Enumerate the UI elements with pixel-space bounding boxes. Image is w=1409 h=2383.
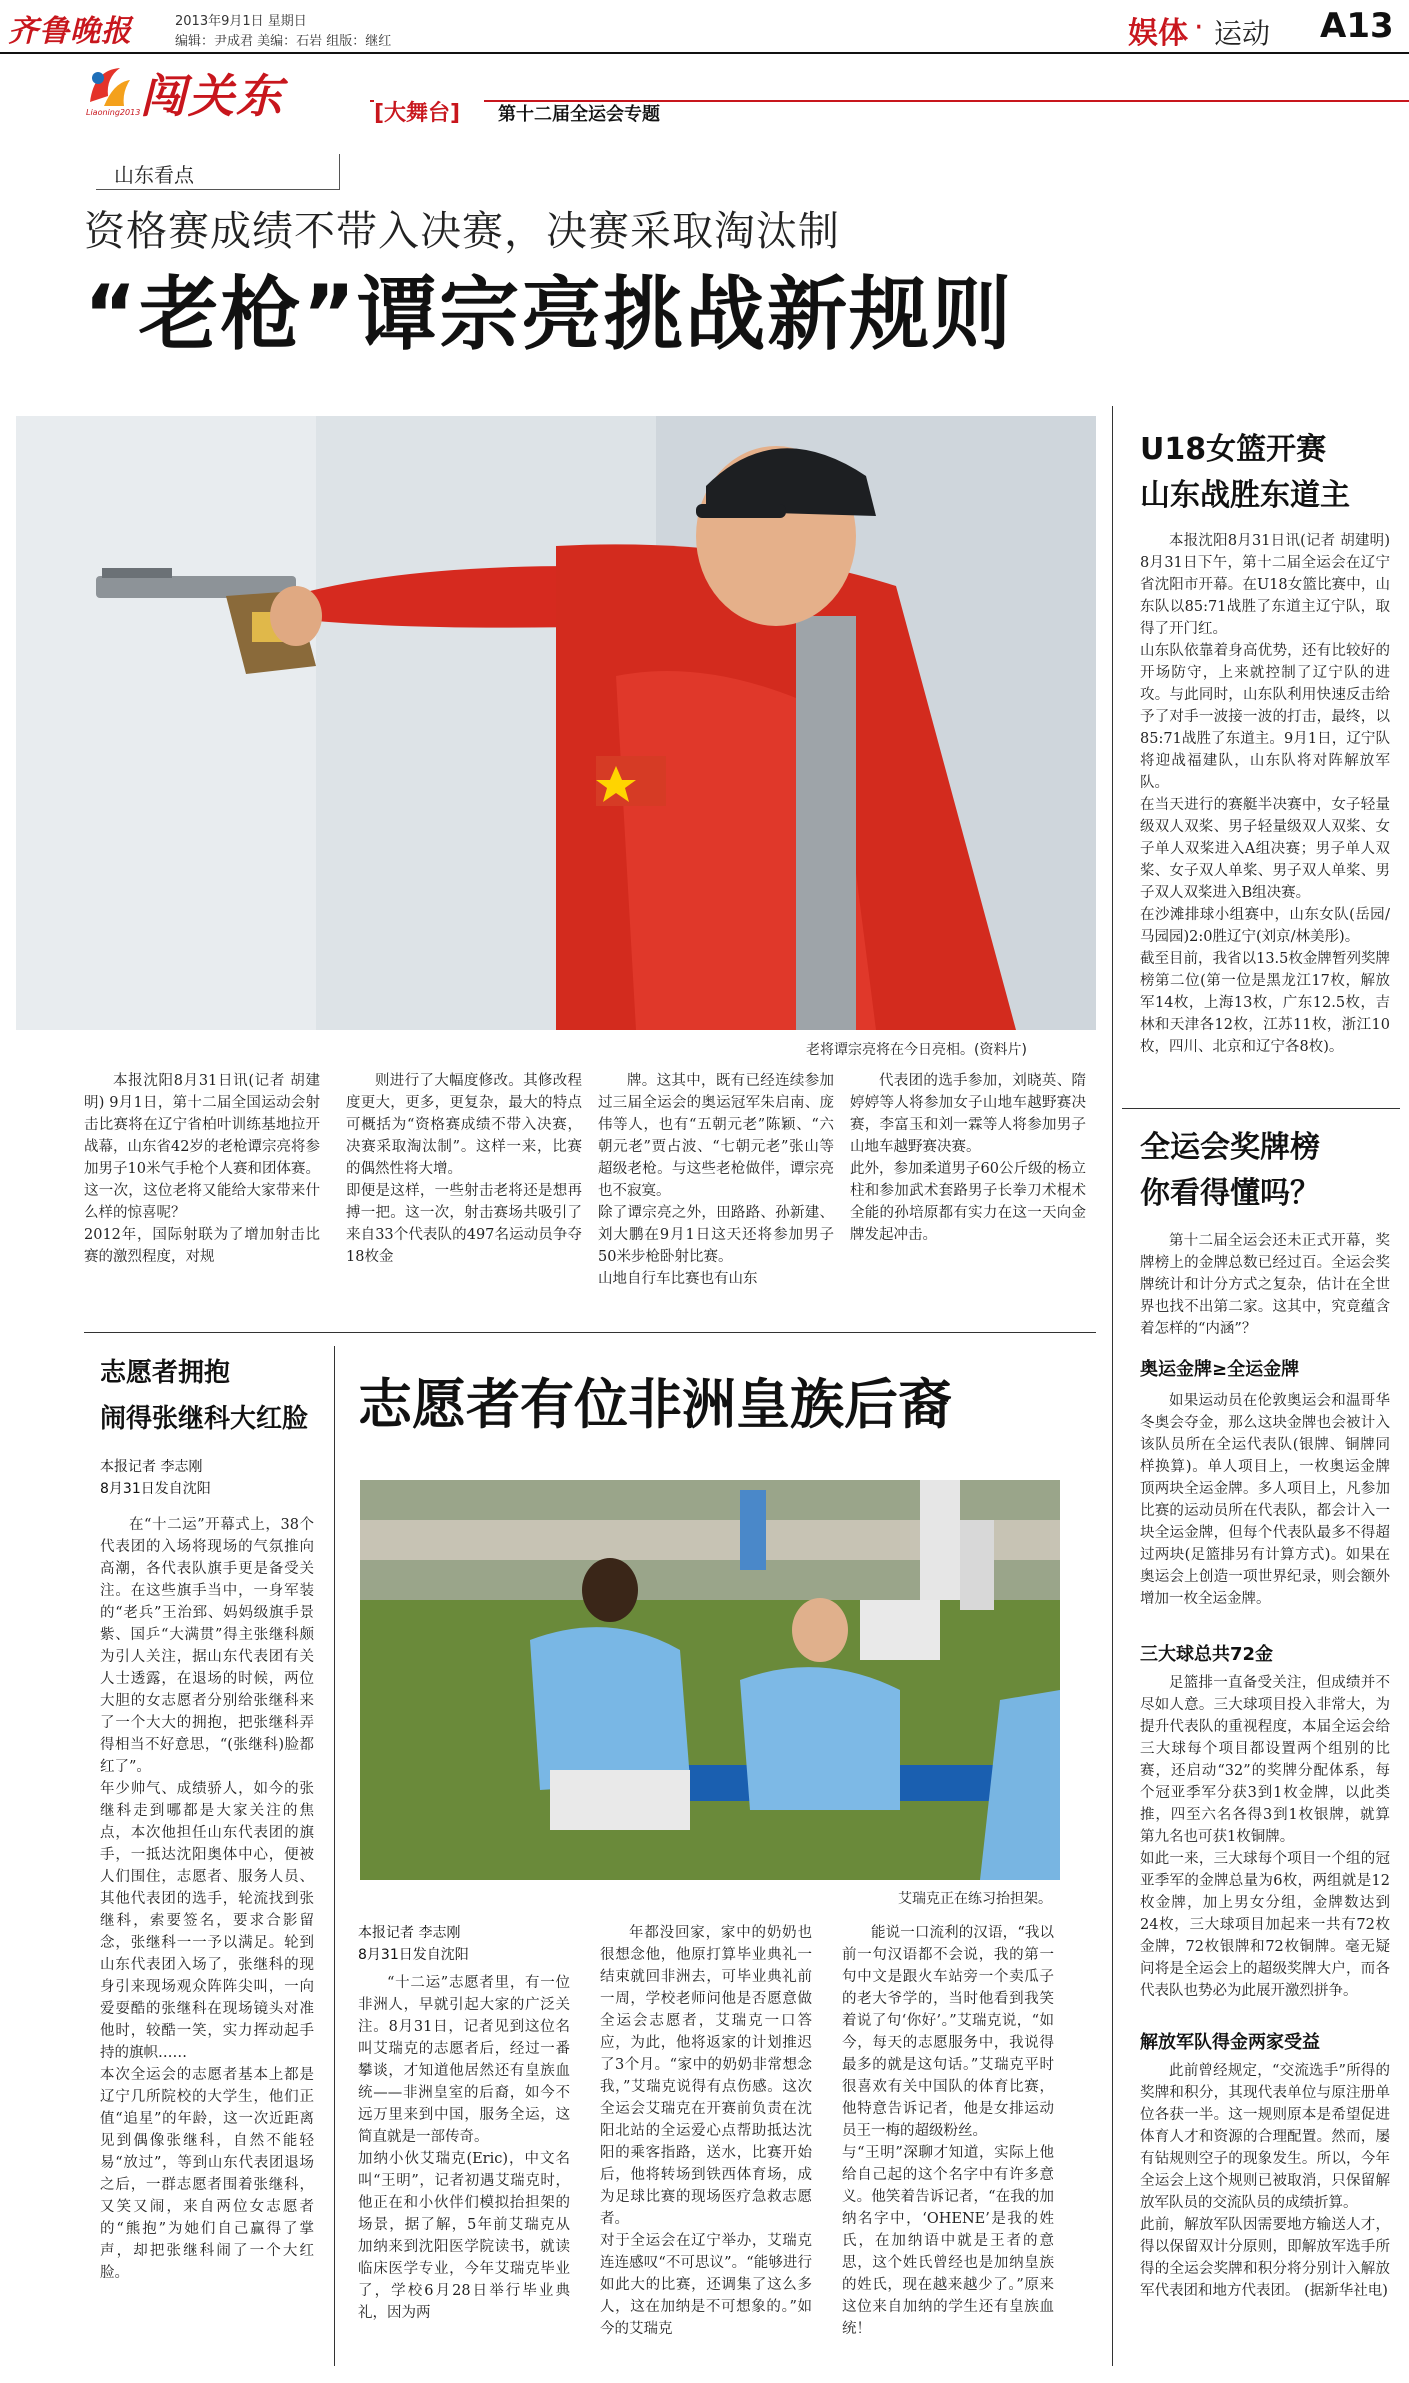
volunteer-photo-caption: 艾瑞克正在练习抬担架。 — [898, 1891, 1052, 1907]
volunteer-short-headline-1: 志愿者拥抱 — [100, 1358, 231, 1388]
volunteer-main-byline: 本报记者 李志刚 — [358, 1925, 461, 1941]
lead-photo — [16, 416, 1096, 1030]
lead-col-3-text: 牌。这其中，既有已经连续参加过三届全运会的奥运冠军朱启南、庞伟等人，也有“五朝元老”陈颖、“六朝元老”贾占波、“七朝元老”张山等超级老枪。与这些老枪做伴，谭宗亮也不寂寞。 除了谭宗亮之外，田路路、孙新建、刘大鹏在9月1日这天还将参加男子50米步枪卧射比赛。 山地自行车比赛也有山东 — [598, 1073, 834, 1287]
masthead — [0, 0, 1409, 126]
volunteer-main-col-1: “十二运”志愿者里，有一位非洲人，早就引起大家的广泛关注。8月31日，记者见到这位名叫艾瑞克的志愿者后，经过一番攀谈，才知道他居然还有皇族血统——非洲皇室的后裔，如今不远万里来到中国，服务全运，这简直就是一部传奇。 加纳小伙艾瑞克(Eric)，中文名叫“王明”，记者初遇艾瑞克时，他正在和小伙伴们模拟抬担架的场景，据了解，5年前艾瑞克从加纳来到沈阳医学院读书，就读临床医学专业，今年艾瑞克毕业了，学校6月28日举行毕业典礼，因为两 — [358, 1975, 570, 2321]
lead-col-3 — [598, 1070, 834, 1290]
medal-section-1-text: 如果运动员在伦敦奥运会和温哥华冬奥会夺金，那么这块金牌也会被计入该队员所在全运代表队(银牌、铜牌同样换算)。单人项目上，一枚奥运金牌顶两块全运金牌。多人项目上，凡参加比赛的运动员所在代表队，都会计入一块全运金牌，但每个代表队最多不得超过两块(足篮排另有计算方式)。如果在奥运会上创造一项世界纪录，则会额外增加一枚全运金牌。 — [1140, 1393, 1390, 1607]
volunteer-photo — [360, 1480, 1060, 1880]
section-divider — [84, 1332, 1096, 1333]
u18-body: 本报沈阳8月31日讯(记者 胡建明) 8月31日下午，第十二届全运会在辽宁省沈阳市开幕。在U18女篮比赛中，山东队以85:71战胜了东道主辽宁队，取得了开门红。 山东队依靠着身高优势，还有比较好的开场防守，上来就控制了辽宁队的进攻。与此同时，山东队利用快速反击给予了对手一波接一波的打击，最终，以85:71战胜了东道主。9月1日，辽宁队将迎战福建队，山东队将对阵解放军队。 在当天进行的赛艇半决赛中，女子轻量级双人双桨、男子轻量级双人双桨、女子单人双桨进入A组决赛；男子单人双桨、女子双人单桨、男子双人单桨、男子双人双桨进入B组决赛。 在沙滩排球小组赛中，山东女队(岳园/马园园)2:0胜辽宁(刘京/林美彤)。 截至目前，我省以13.5枚金牌暂列奖牌榜第二位(第一位是黑龙江17枚，解放军14枚，上海13枚，广东12.5枚，吉林和天津各12枚，江苏11枚，浙江10枚，四川、北京和辽宁各8枚)。 — [1140, 533, 1390, 1055]
column-logo-text: 闯关东 — [140, 69, 284, 123]
staff-credits: 编辑：尹成君 美编：石岩 组版：继红 — [175, 34, 392, 49]
lead-col-1-text: 本报沈阳8月31日讯(记者 胡建明) 9月1日，第十二届全国运动会射击比赛将在辽宁省柏叶训练基地拉开战幕，山东省42岁的老枪谭宗亮将参加男子10米气手枪个人赛和团体赛。这一次，这位老将又能给大家带来什么样的惊喜呢？ 2012年，国际射联为了增加射击比赛的激烈程度，对规 — [84, 1073, 320, 1265]
volunteer-short-body: 在“十二运”开幕式上，38个代表团的入场将现场的气氛推向高潮，各代表队旗手更是备受关注。在这些旗手当中，一身军装的“老兵”王治郅、妈妈级旗手景紫、国乒“大满贯”得主张继科颇为引人关注，据山东代表团有关人士透露，在退场的时候，两位大胆的女志愿者分别给张继科来了一个大大的拥抱，把张继科弄得相当不好意思，“(张继科)脸都红了”。 年少帅气、成绩骄人，如今的张继科走到哪都是大家关注的焦点，本次他担任山东代表团的旗手，一抵达沈阳奥体中心，便被人们围住，志愿者、服务人员、其他代表团的选手，轮流找到张继科，索要签名，要求合影留念，张继科一一予以满足。轮到山东代表团入场了，张继科的现身引来现场观众阵阵尖叫，一向爱耍酷的张继科在现场镜头对准他时，较酷一笑，实力挥动起手持的旗帜…… 本次全运会的志愿者基本上都是辽宁几所院校的大学生，他们正值“追星”的年龄，这一次近距离见到偶像张继科，自然不能轻易“放过”，等到山东代表团退场之后，一群志愿者围着张继科，又笑又闹，来自两位女志愿者的“熊抱”为她们自己赢得了掌声，却把张继科闹了一个大红脸。 — [100, 1517, 314, 2281]
volunteer-short-headline-2: 闹得张继科大红脸 — [100, 1404, 309, 1434]
lead-col-4 — [850, 1070, 1086, 1246]
u18-headline-2: 山东战胜东道主 — [1140, 478, 1350, 513]
special-topic: 第十二届全运会专题 — [498, 104, 660, 125]
medal-headline-2: 你看得懂吗？ — [1140, 1176, 1320, 1211]
subsection-name: 运动 — [1214, 17, 1271, 50]
volunteer-short-byline: 本报记者 李志刚 — [100, 1459, 203, 1475]
lead-kicker: 山东看点 — [114, 163, 194, 187]
issue-date: 2013年9月1日 星期日 — [175, 14, 307, 29]
lead-col-2 — [346, 1070, 582, 1268]
medal-section-3-title: 解放军队得金两家受益 — [1140, 2032, 1320, 2053]
section-dot: · — [1194, 10, 1204, 45]
lead-col-4-text: 代表团的选手参加，刘晓英、隋婷婷等人将参加女子山地车越野赛决赛，李富玉和刘一霖等人将参加男子山地车越野赛决赛。 此外，参加柔道男子60公斤级的杨立柱和参加武术套路男子长拳刀术棍术全能的孙培原都有实力在这一天向金牌发起冲击。 — [850, 1073, 1086, 1243]
sidebar-rule — [1112, 406, 1113, 2366]
volunteer-short-dateline: 8月31日发自沈阳 — [100, 1481, 211, 1497]
medal-intro: 第十二届全运会还未正式开幕，奖牌榜上的金牌总数已经过百。全运会奖牌统计和计分方式之复杂，估计在全世界也找不出第二家。这其中，究竟蕴含着怎样的“内涵”？ — [1140, 1233, 1390, 1337]
masthead-rule — [0, 52, 1409, 54]
kicker-box — [96, 154, 340, 190]
medal-section-2-text: 足篮排一直备受关注，但成绩并不尽如人意。三大球项目投入非常大，为提升代表队的重视程度，本届全运会给三大球每个项目都设置两个组别的比赛，还启动“32”的奖牌分配体系，每个冠亚季军分获3到1枚金牌，以此类推，四至六名各得3到1枚银牌，就算第九名也可获1枚铜牌。 如此一来，三大球每个项目一个组的冠亚季军的金牌总量为6枚，两组就是12枚金牌，加上男女分组，金牌数达到24枚，三大球项目加起来一共有72枚金牌，72枚银牌和72枚铜牌。毫无疑问将是全运会上的超级奖牌大户，而各代表队也势必为此展开激烈拼争。 — [1140, 1675, 1390, 1999]
medal-headline-1: 全运会奖牌榜 — [1140, 1130, 1320, 1165]
page-number: A13 — [1320, 6, 1394, 46]
lead-col-2-text: 则进行了大幅度修改。其修改程度更大，更多，更复杂，最大的特点可概括为“资格赛成绩不带入决赛，决赛采取淘汰制”。这样一来，比赛的偶然性将大增。 即便是这样，一些射击老将还是想再搏一把。这一次，射击赛场共吸引了来自33个代表队的497名运动员争夺18枚金 — [346, 1073, 582, 1265]
volunteer-main-headline: 志愿者有位非洲皇族后裔 — [358, 1373, 952, 1436]
lead-headline: “老枪”谭宗亮挑战新规则 — [84, 268, 1014, 361]
volunteer-main-dateline: 8月31日发自沈阳 — [358, 1947, 469, 1963]
section-name: 娱体 — [1128, 16, 1188, 51]
medal-section-1-title: 奥运金牌≥全运金牌 — [1140, 1359, 1300, 1380]
logo-subtext: Liaoning2013 — [86, 108, 141, 117]
paper-name: 齐鲁晚报 — [8, 14, 132, 49]
medal-section-2-title: 三大球总共72金 — [1140, 1644, 1274, 1665]
lead-photo-caption: 老将谭宗亮将在今日亮相。(资料片) — [806, 1042, 1027, 1058]
column-rule — [334, 1346, 335, 2366]
u18-headline-1: U18女篮开赛 — [1140, 432, 1327, 467]
lead-subhead: 资格赛成绩不带入决赛，决赛采取淘汰制 — [84, 207, 840, 255]
volunteer-main-col-2: 年都没回家，家中的奶奶也很想念他，他原打算毕业典礼一结束就回非洲去，可毕业典礼前一周，学校老师问他是否愿意做全运会志愿者，艾瑞克一口答应，为此，他将返家的计划推迟了3个月。“家中的奶奶非常想念我，”艾瑞克说得有点伤感。这次全运会艾瑞克在开赛前负责在沈阳北站的全运爱心点帮助抵达沈阳的乘客指路，送水，比赛开始后，他将转场到铁西体育场，成为足球比赛的现场医疗急救志愿者。 对于全运会在辽宁举办，艾瑞克连连感叹“不可思议”。“能够进行如此大的比赛，还调集了这么多人，这在加纳是不可想象的。”如今的艾瑞克 — [600, 1925, 812, 2337]
medal-section-3-text: 此前曾经规定，“交流选手”所得的奖牌和积分，其现代表单位与原注册单位各获一半。这一规则原本是希望促进体育人才和资源的合理配置。然而，屡有钻规则空子的现象发生。所以，今年全运会上这个规则已被取消，只保留解放军队员的交流队员的成绩折算。 此前，解放军队因需要地方输送人才，得以保留双计分原则，即解放军选手所得的全运会奖牌和积分将分别计入解放军代表团和地方代表团。 (据新华社电) — [1140, 2063, 1390, 2299]
liaoning-2013-logo-icon — [84, 62, 134, 112]
volunteer-main-col-3: 能说一口流利的汉语，“我以前一句汉语都不会说，我的第一句中文是跟火车站旁一个卖瓜子的老大爷学的，当时他看到我笑着说了句‘你好’。”艾瑞克说，“如今，每天的志愿服务中，我说得最多的就是这句话。”艾瑞克平时很喜欢有关中国队的体育比赛，他特意告诉记者，他是女排运动员王一梅的超级粉丝。 与“王明”深聊才知道，实际上他给自己起的这个名字中有许多意义。他笑着告诉记者，“在我的加纳名字中，‘OHENE’是我的姓氏，在加纳语中就是王者的意思，这个姓氏曾经也是加纳皇族的姓氏，现在越来越少了。”原来这位来自加纳的学生还有皇族血统！ — [842, 1925, 1054, 2337]
lead-col-1 — [84, 1070, 320, 1268]
column-tag: [大舞台] — [374, 96, 466, 127]
sidebar-divider — [1122, 1108, 1400, 1109]
